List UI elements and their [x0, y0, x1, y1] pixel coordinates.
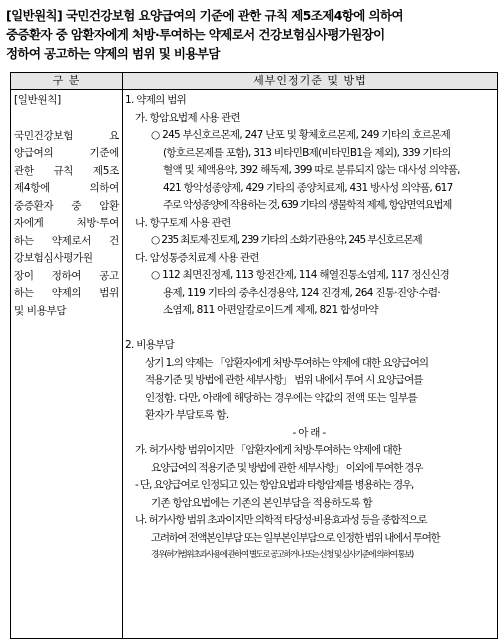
section-2-title: 2. 비용부담	[125, 339, 175, 351]
category-line: 양급여의 기준에	[14, 147, 119, 159]
title-line-1: [일반원칙] 국민건강보험 요양급여의 기준에 관한 규칙 제5조제4항에 의하여	[6, 8, 403, 23]
cost-ga-sub-line: 기존 항암요법에는 기존의 본인부담을 적용하도록 함	[151, 496, 372, 509]
section-1-a-heading: 가. 항암요법제 사용 관련	[135, 111, 240, 124]
title-line-3: 정하여 공고하는 약제의 범위 및 비용부담	[6, 46, 220, 61]
header-category: 구 분	[11, 73, 123, 90]
category-line: 하는 약제로서 건	[14, 234, 119, 247]
detail-cell	[123, 90, 498, 639]
category-line: 중증환자 중 암환	[14, 199, 119, 212]
category-line: 제4항에 의하여	[14, 182, 119, 194]
drug-line: 주로 악성종양에 작용하는 것, 639 기타의 생물학적 제제, 항암면역요법제	[163, 199, 452, 211]
drug-line: ○ 245 부신호르몬제, 247 난포 및 황체호르몬제, 249 기타의 호르몬제	[151, 129, 451, 141]
category-line: 강보험심사평가원	[14, 252, 93, 264]
cost-ga-line: 가. 허가사항 범위이지만 「암환자에게 처방·투여하는 약제에 대한	[135, 444, 401, 456]
cost-ga-sub-line: - 단, 요양급여로 인정되고 있는 항암요법과 타항암제를 병용하는 경우,	[135, 479, 414, 491]
cost-line: 상기 1.의 약제는 「암환자에게 처방·투여하는 약제에 대한 요양급여의	[145, 356, 429, 369]
drug-line: ○ 235 최토제·진토제, 239 기타의 소화기관용약, 245 부신호르몬제	[151, 234, 422, 246]
title-line-2: 중증환자 중 암환자에게 처방·투여하는 약제로서 건강보험심사평가원장이	[6, 27, 385, 42]
category-line: 관한 규칙 제5조	[14, 164, 119, 177]
cost-ga-line: 요양급여의 적용기준 및 방법에 관한 세부사항」 이외에 투여한 경우	[151, 461, 423, 474]
category-line: 자에게 처방·투여	[14, 217, 119, 229]
table-row	[11, 90, 498, 639]
drug-line: 용제, 119 기타의 중추신경용약, 124 진경제, 264 진통·진양·수렴·	[163, 286, 440, 299]
cost-na-line: 고려하여 전액본인부담 또는 일부본인부담으로 인정한 범위 내에서 투여한	[151, 531, 440, 544]
category-tag: [일반원칙]	[14, 94, 61, 106]
document-title	[6, 6, 498, 63]
section-1-b-heading: 나. 항구토제 사용 관련	[135, 216, 231, 229]
category-line: 장이 정하여 공고	[14, 269, 119, 282]
drug-line: 소염제, 811 아편알칼로이드계 제제, 821 합성마약	[163, 304, 378, 316]
cost-line: 인정함. 다만, 아래에 해당하는 경우에는 약값의 전액 또는 일부를	[145, 391, 417, 404]
table-header-row	[11, 73, 498, 90]
below-marker: - 아 래 -	[292, 426, 326, 439]
cost-line: 적용기준 및 방법에 관한 세부사항」 범위 내에서 투여 시 요양급여를	[145, 374, 423, 386]
section-1-title: 1. 약제의 범위	[125, 94, 187, 106]
section-1-c-heading: 다. 암성통증치료제 사용 관련	[135, 251, 259, 264]
drug-line: 혈액 및 체액용약, 392 해독제, 399 따로 분류되지 않는 대사성 의약품,	[163, 164, 460, 176]
header-detail: 세부인정기준 및 방법	[123, 73, 498, 90]
category-cell	[11, 90, 123, 639]
drug-line: 421 항악성종양제, 429 기타의 종양치료제, 431 방사성 의약품, 617	[163, 181, 453, 194]
cost-line: 환자가 부담토록 함.	[145, 409, 229, 421]
drug-line: ○ 112 최면진정제, 113 항전간제, 114 해열진통소염제, 117 정신신경	[151, 269, 450, 281]
category-line: 국민건강보험 요	[14, 129, 119, 142]
criteria-table	[10, 72, 498, 639]
drug-line: (항호르몬제를 포함), 313 비타민B제(비타민B1을 제외), 339 기타의	[163, 146, 451, 159]
cost-na-line: 나. 허가사항 범위 초과이지만 의학적 타당성·비용효과성 등을 종합적으로	[135, 514, 427, 526]
category-line: 하는 약제의 범위	[14, 287, 119, 299]
cost-na-line: 경우(허가범위초과사용에 관하여 별도로 공고하거나 또는 신청 및 심사기준에 의하여 통보)	[151, 550, 413, 560]
category-line: 및 비용부담	[14, 304, 67, 317]
